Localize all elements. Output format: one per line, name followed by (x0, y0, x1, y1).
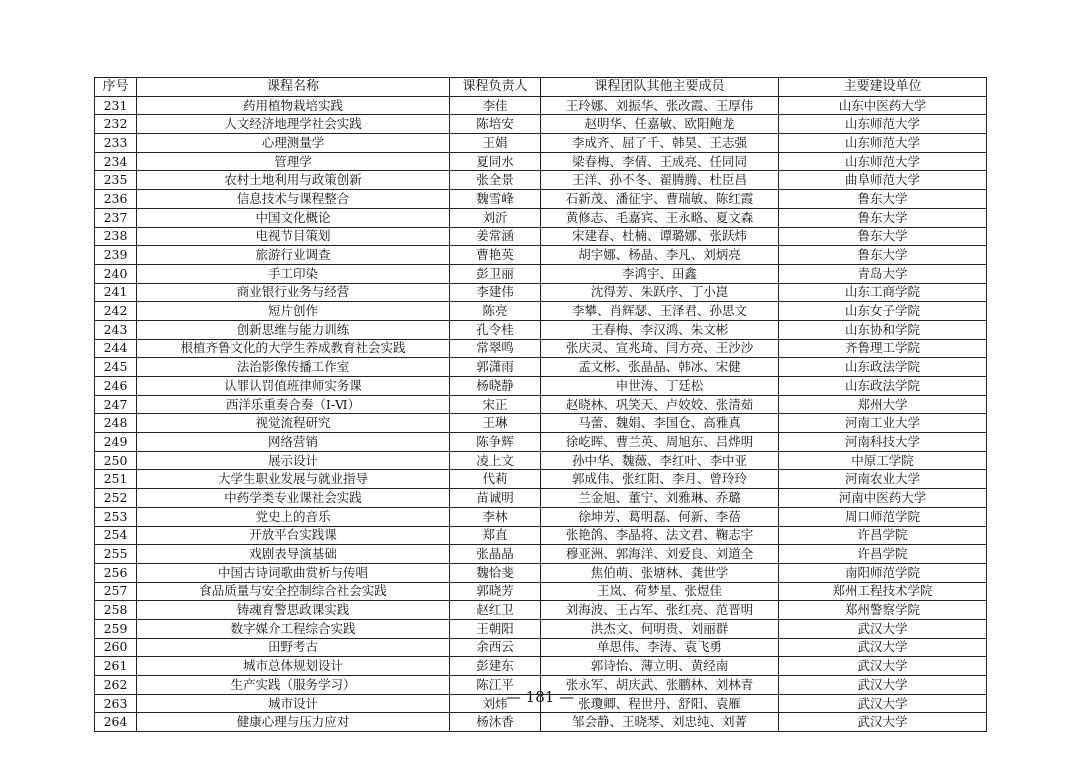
cell-index: 242 (95, 302, 137, 321)
table-row (95, 171, 987, 190)
cell-index: 249 (95, 433, 137, 452)
cell-course-lead: 张全景 (450, 171, 541, 190)
cell-institution: 河南科技大学 (779, 433, 987, 452)
table-row (95, 507, 987, 526)
cell-index: 241 (95, 283, 137, 302)
header-index: 序号 (95, 78, 137, 97)
cell-course-name: 城市设计 (137, 694, 450, 713)
course-table (94, 77, 987, 732)
table-row (95, 657, 987, 676)
cell-index: 258 (95, 601, 137, 620)
cell-course-lead: 曹艳英 (450, 246, 541, 265)
cell-team-members: 赵晓林、巩笑天、卢姣姣、张清茹 (541, 395, 779, 414)
header-course-lead: 课程负责人 (450, 78, 541, 97)
cell-course-name: 生产实践（服务学习） (137, 676, 450, 695)
cell-index: 250 (95, 451, 137, 470)
cell-course-lead: 李佳 (450, 96, 541, 115)
cell-course-lead: 余西云 (450, 638, 541, 657)
cell-team-members: 徐坤芳、葛明磊、何新、李蓓 (541, 507, 779, 526)
cell-institution: 青岛大学 (779, 264, 987, 283)
cell-course-name: 人文经济地理学社会实践 (137, 115, 450, 134)
table-row (95, 619, 987, 638)
cell-course-name: 西洋乐重奏合奏（Ⅰ-Ⅵ） (137, 395, 450, 414)
cell-team-members: 张瓊卿、程世丹、舒阳、袁雁 (541, 694, 779, 713)
cell-course-lead: 郑直 (450, 526, 541, 545)
page-number: — 181 — (505, 688, 575, 706)
cell-course-lead: 杨沐香 (450, 713, 541, 732)
cell-index: 263 (95, 694, 137, 713)
cell-team-members: 孟文彬、张晶晶、韩冰、宋健 (541, 358, 779, 377)
cell-team-members: 兰金旭、董宁、刘雅琳、乔璐 (541, 489, 779, 508)
table-header-row (95, 78, 987, 97)
table-row (95, 433, 987, 452)
cell-index: 235 (95, 171, 137, 190)
table-row (95, 190, 987, 209)
cell-team-members: 洪杰文、何明贵、刘丽群 (541, 619, 779, 638)
cell-index: 252 (95, 489, 137, 508)
cell-index: 256 (95, 563, 137, 582)
cell-course-lead: 刘炜 (450, 694, 541, 713)
cell-institution: 武汉大学 (779, 713, 987, 732)
table-row (95, 414, 987, 433)
cell-team-members: 郭诗怡、薄立明、黄经南 (541, 657, 779, 676)
table-row (95, 208, 987, 227)
cell-course-name: 旅游行业调查 (137, 246, 450, 265)
header-institution: 主要建设单位 (779, 78, 987, 97)
cell-course-lead: 苗诚明 (450, 489, 541, 508)
table-row (95, 377, 987, 396)
cell-index: 255 (95, 545, 137, 564)
cell-course-lead: 姜常涵 (450, 227, 541, 246)
cell-course-lead: 李林 (450, 507, 541, 526)
cell-course-name: 短片创作 (137, 302, 450, 321)
cell-team-members: 赵明华、任嘉敏、欧阳鲍龙 (541, 115, 779, 134)
cell-index: 237 (95, 208, 137, 227)
cell-institution: 山东工商学院 (779, 283, 987, 302)
table-row (95, 545, 987, 564)
header-course-name: 课程名称 (137, 78, 450, 97)
cell-team-members: 穆亚洲、郭海洋、刘爱良、刘道全 (541, 545, 779, 564)
cell-course-lead: 宋正 (450, 395, 541, 414)
table-row (95, 451, 987, 470)
cell-course-lead: 王琳 (450, 414, 541, 433)
cell-course-lead: 赵红卫 (450, 601, 541, 620)
cell-institution: 鲁东大学 (779, 208, 987, 227)
cell-course-lead: 郭晓芳 (450, 582, 541, 601)
cell-course-name: 手工印染 (137, 264, 450, 283)
cell-course-name: 中国古诗词歌曲赏析与传唱 (137, 563, 450, 582)
cell-course-name: 戏剧表导演基础 (137, 545, 450, 564)
cell-institution: 山东协和学院 (779, 320, 987, 339)
table-row (95, 713, 987, 732)
cell-index: 240 (95, 264, 137, 283)
cell-course-name: 信息技术与课程整合 (137, 190, 450, 209)
cell-course-lead: 彭建东 (450, 657, 541, 676)
table-row (95, 339, 987, 358)
cell-course-name: 法治影像传播工作室 (137, 358, 450, 377)
cell-course-name: 中药学类专业课社会实践 (137, 489, 450, 508)
cell-team-members: 邹会静、王晓琴、刘忠纯、刘菁 (541, 713, 779, 732)
cell-index: 231 (95, 96, 137, 115)
table-row (95, 134, 987, 153)
cell-index: 239 (95, 246, 137, 265)
cell-index: 248 (95, 414, 137, 433)
cell-index: 262 (95, 676, 137, 695)
cell-course-name: 管理学 (137, 152, 450, 171)
cell-index: 264 (95, 713, 137, 732)
cell-index: 236 (95, 190, 137, 209)
cell-course-lead: 凌上文 (450, 451, 541, 470)
cell-team-members: 石新茂、潘征宇、曹瑞敏、陈红霞 (541, 190, 779, 209)
cell-course-lead: 陈亮 (450, 302, 541, 321)
cell-course-name: 视觉流程研究 (137, 414, 450, 433)
table-row (95, 302, 987, 321)
cell-team-members: 张艳鸽、李晶将、法文君、鞠志宇 (541, 526, 779, 545)
cell-index: 243 (95, 320, 137, 339)
cell-course-name: 开放平台实践课 (137, 526, 450, 545)
cell-course-name: 铸魂育警思政课实践 (137, 601, 450, 620)
cell-team-members: 胡宇娜、杨晶、李凡、刘炳亮 (541, 246, 779, 265)
table-row (95, 115, 987, 134)
cell-course-lead: 彭卫丽 (450, 264, 541, 283)
cell-institution: 山东中医药大学 (779, 96, 987, 115)
cell-institution: 武汉大学 (779, 638, 987, 657)
cell-course-name: 田野考古 (137, 638, 450, 657)
cell-institution: 鲁东大学 (779, 190, 987, 209)
table-row (95, 395, 987, 414)
cell-institution: 郑州大学 (779, 395, 987, 414)
cell-team-members: 单思伟、李涛、袁飞勇 (541, 638, 779, 657)
cell-course-name: 健康心理与压力应对 (137, 713, 450, 732)
cell-team-members: 郭成伟、张红阳、李月、曾玲玲 (541, 470, 779, 489)
table-row (95, 582, 987, 601)
cell-index: 245 (95, 358, 137, 377)
cell-institution: 齐鲁理工学院 (779, 339, 987, 358)
cell-institution: 山东师范大学 (779, 115, 987, 134)
table-row (95, 227, 987, 246)
cell-course-lead: 王朝阳 (450, 619, 541, 638)
cell-team-members: 孙中华、魏薇、李红叶、李中亚 (541, 451, 779, 470)
cell-institution: 许昌学院 (779, 545, 987, 564)
cell-course-lead: 张晶晶 (450, 545, 541, 564)
table-row (95, 152, 987, 171)
cell-team-members: 李鸿宇、田鑫 (541, 264, 779, 283)
cell-course-lead: 孔令桂 (450, 320, 541, 339)
cell-institution: 武汉大学 (779, 676, 987, 695)
cell-course-lead: 陈江平 (450, 676, 541, 695)
cell-course-name: 数字媒介工程综合实践 (137, 619, 450, 638)
cell-institution: 武汉大学 (779, 619, 987, 638)
cell-institution: 郑州工程技术学院 (779, 582, 987, 601)
cell-team-members: 梁春梅、李倩、王成亮、任同同 (541, 152, 779, 171)
cell-institution: 山东女子学院 (779, 302, 987, 321)
cell-course-name: 农村土地利用与政策创新 (137, 171, 450, 190)
cell-team-members: 李攀、肖辉瑟、王泽君、孙思文 (541, 302, 779, 321)
cell-course-name: 中国文化概论 (137, 208, 450, 227)
cell-course-name: 食品质量与安全控制综合社会实践 (137, 582, 450, 601)
cell-team-members: 刘海波、王占军、张红亮、范晋明 (541, 601, 779, 620)
table-row (95, 526, 987, 545)
cell-index: 247 (95, 395, 137, 414)
table-row (95, 246, 987, 265)
cell-team-members: 申世涛、丁廷松 (541, 377, 779, 396)
table-row (95, 563, 987, 582)
cell-institution: 鲁东大学 (779, 227, 987, 246)
cell-course-name: 大学生职业发展与就业指导 (137, 470, 450, 489)
cell-institution: 河南中医药大学 (779, 489, 987, 508)
cell-course-name: 网络营销 (137, 433, 450, 452)
cell-team-members: 王玲娜、刘振华、张改霞、王厚伟 (541, 96, 779, 115)
cell-team-members: 李成齐、屈了千、韩昊、王志强 (541, 134, 779, 153)
cell-institution: 山东政法学院 (779, 358, 987, 377)
header-team-members: 课程团队其他主要成员 (541, 78, 779, 97)
table-row (95, 320, 987, 339)
cell-index: 259 (95, 619, 137, 638)
cell-index: 233 (95, 134, 137, 153)
cell-team-members: 沈得芳、朱跃序、丁小崑 (541, 283, 779, 302)
cell-course-lead: 夏同水 (450, 152, 541, 171)
cell-course-lead: 代莉 (450, 470, 541, 489)
cell-institution: 南阳师范学院 (779, 563, 987, 582)
cell-course-lead: 陈争辉 (450, 433, 541, 452)
cell-course-name: 城市总体规划设计 (137, 657, 450, 676)
cell-team-members: 徐屹晖、曹兰英、周旭东、吕烨明 (541, 433, 779, 452)
table-row (95, 601, 987, 620)
table-row (95, 96, 987, 115)
cell-course-name: 商业银行业务与经营 (137, 283, 450, 302)
cell-institution: 河南农业大学 (779, 470, 987, 489)
cell-institution: 山东师范大学 (779, 134, 987, 153)
cell-institution: 武汉大学 (779, 657, 987, 676)
cell-institution: 山东政法学院 (779, 377, 987, 396)
cell-course-name: 根植齐鲁文化的大学生养成教育社会实践 (137, 339, 450, 358)
cell-team-members: 张庆灵、宣兆琦、闫方亮、王沙沙 (541, 339, 779, 358)
cell-team-members: 张永军、胡庆武、张鹏林、刘林青 (541, 676, 779, 695)
cell-course-name: 展示设计 (137, 451, 450, 470)
cell-institution: 郑州警察学院 (779, 601, 987, 620)
cell-team-members: 宋建春、杜楠、谭璐娜、张跃炜 (541, 227, 779, 246)
cell-team-members: 黄修志、毛嘉宾、王永略、夏文森 (541, 208, 779, 227)
cell-index: 257 (95, 582, 137, 601)
cell-institution: 周口师范学院 (779, 507, 987, 526)
cell-course-name: 认罪认罚值班律师实务课 (137, 377, 450, 396)
cell-course-name: 创新思维与能力训练 (137, 320, 450, 339)
cell-course-name: 党史上的音乐 (137, 507, 450, 526)
cell-course-lead: 陈培安 (450, 115, 541, 134)
cell-index: 260 (95, 638, 137, 657)
cell-team-members: 王岚、荷梦星、张煜佳 (541, 582, 779, 601)
cell-course-name: 电视节目策划 (137, 227, 450, 246)
cell-index: 246 (95, 377, 137, 396)
table-row (95, 470, 987, 489)
cell-index: 253 (95, 507, 137, 526)
table-row (95, 358, 987, 377)
table-row (95, 638, 987, 657)
cell-index: 238 (95, 227, 137, 246)
cell-course-lead: 魏恰斐 (450, 563, 541, 582)
cell-institution: 中原工学院 (779, 451, 987, 470)
cell-course-name: 药用植物栽培实践 (137, 96, 450, 115)
cell-institution: 曲阜师范大学 (779, 171, 987, 190)
cell-index: 254 (95, 526, 137, 545)
cell-index: 244 (95, 339, 137, 358)
cell-index: 251 (95, 470, 137, 489)
cell-course-lead: 常翠鸣 (450, 339, 541, 358)
cell-course-lead: 刘沂 (450, 208, 541, 227)
cell-institution: 河南工业大学 (779, 414, 987, 433)
cell-index: 232 (95, 115, 137, 134)
cell-course-name: 心理测量学 (137, 134, 450, 153)
cell-institution: 许昌学院 (779, 526, 987, 545)
cell-index: 261 (95, 657, 137, 676)
table-row (95, 489, 987, 508)
cell-course-lead: 郭潇雨 (450, 358, 541, 377)
cell-team-members: 焦伯萌、张塘林、龚世学 (541, 563, 779, 582)
table-row (95, 283, 987, 302)
cell-team-members: 马蕾、魏娟、李国仓、高雅真 (541, 414, 779, 433)
cell-course-lead: 李建伟 (450, 283, 541, 302)
cell-institution: 武汉大学 (779, 694, 987, 713)
cell-institution: 山东师范大学 (779, 152, 987, 171)
table-row (95, 264, 987, 283)
cell-team-members: 王洋、孙不冬、翟腾腾、杜臣昌 (541, 171, 779, 190)
cell-index: 234 (95, 152, 137, 171)
cell-course-lead: 王娟 (450, 134, 541, 153)
cell-course-lead: 魏雪峰 (450, 190, 541, 209)
cell-team-members: 王春梅、李汉鸿、朱文彬 (541, 320, 779, 339)
cell-course-lead: 杨晓静 (450, 377, 541, 396)
cell-institution: 鲁东大学 (779, 246, 987, 265)
